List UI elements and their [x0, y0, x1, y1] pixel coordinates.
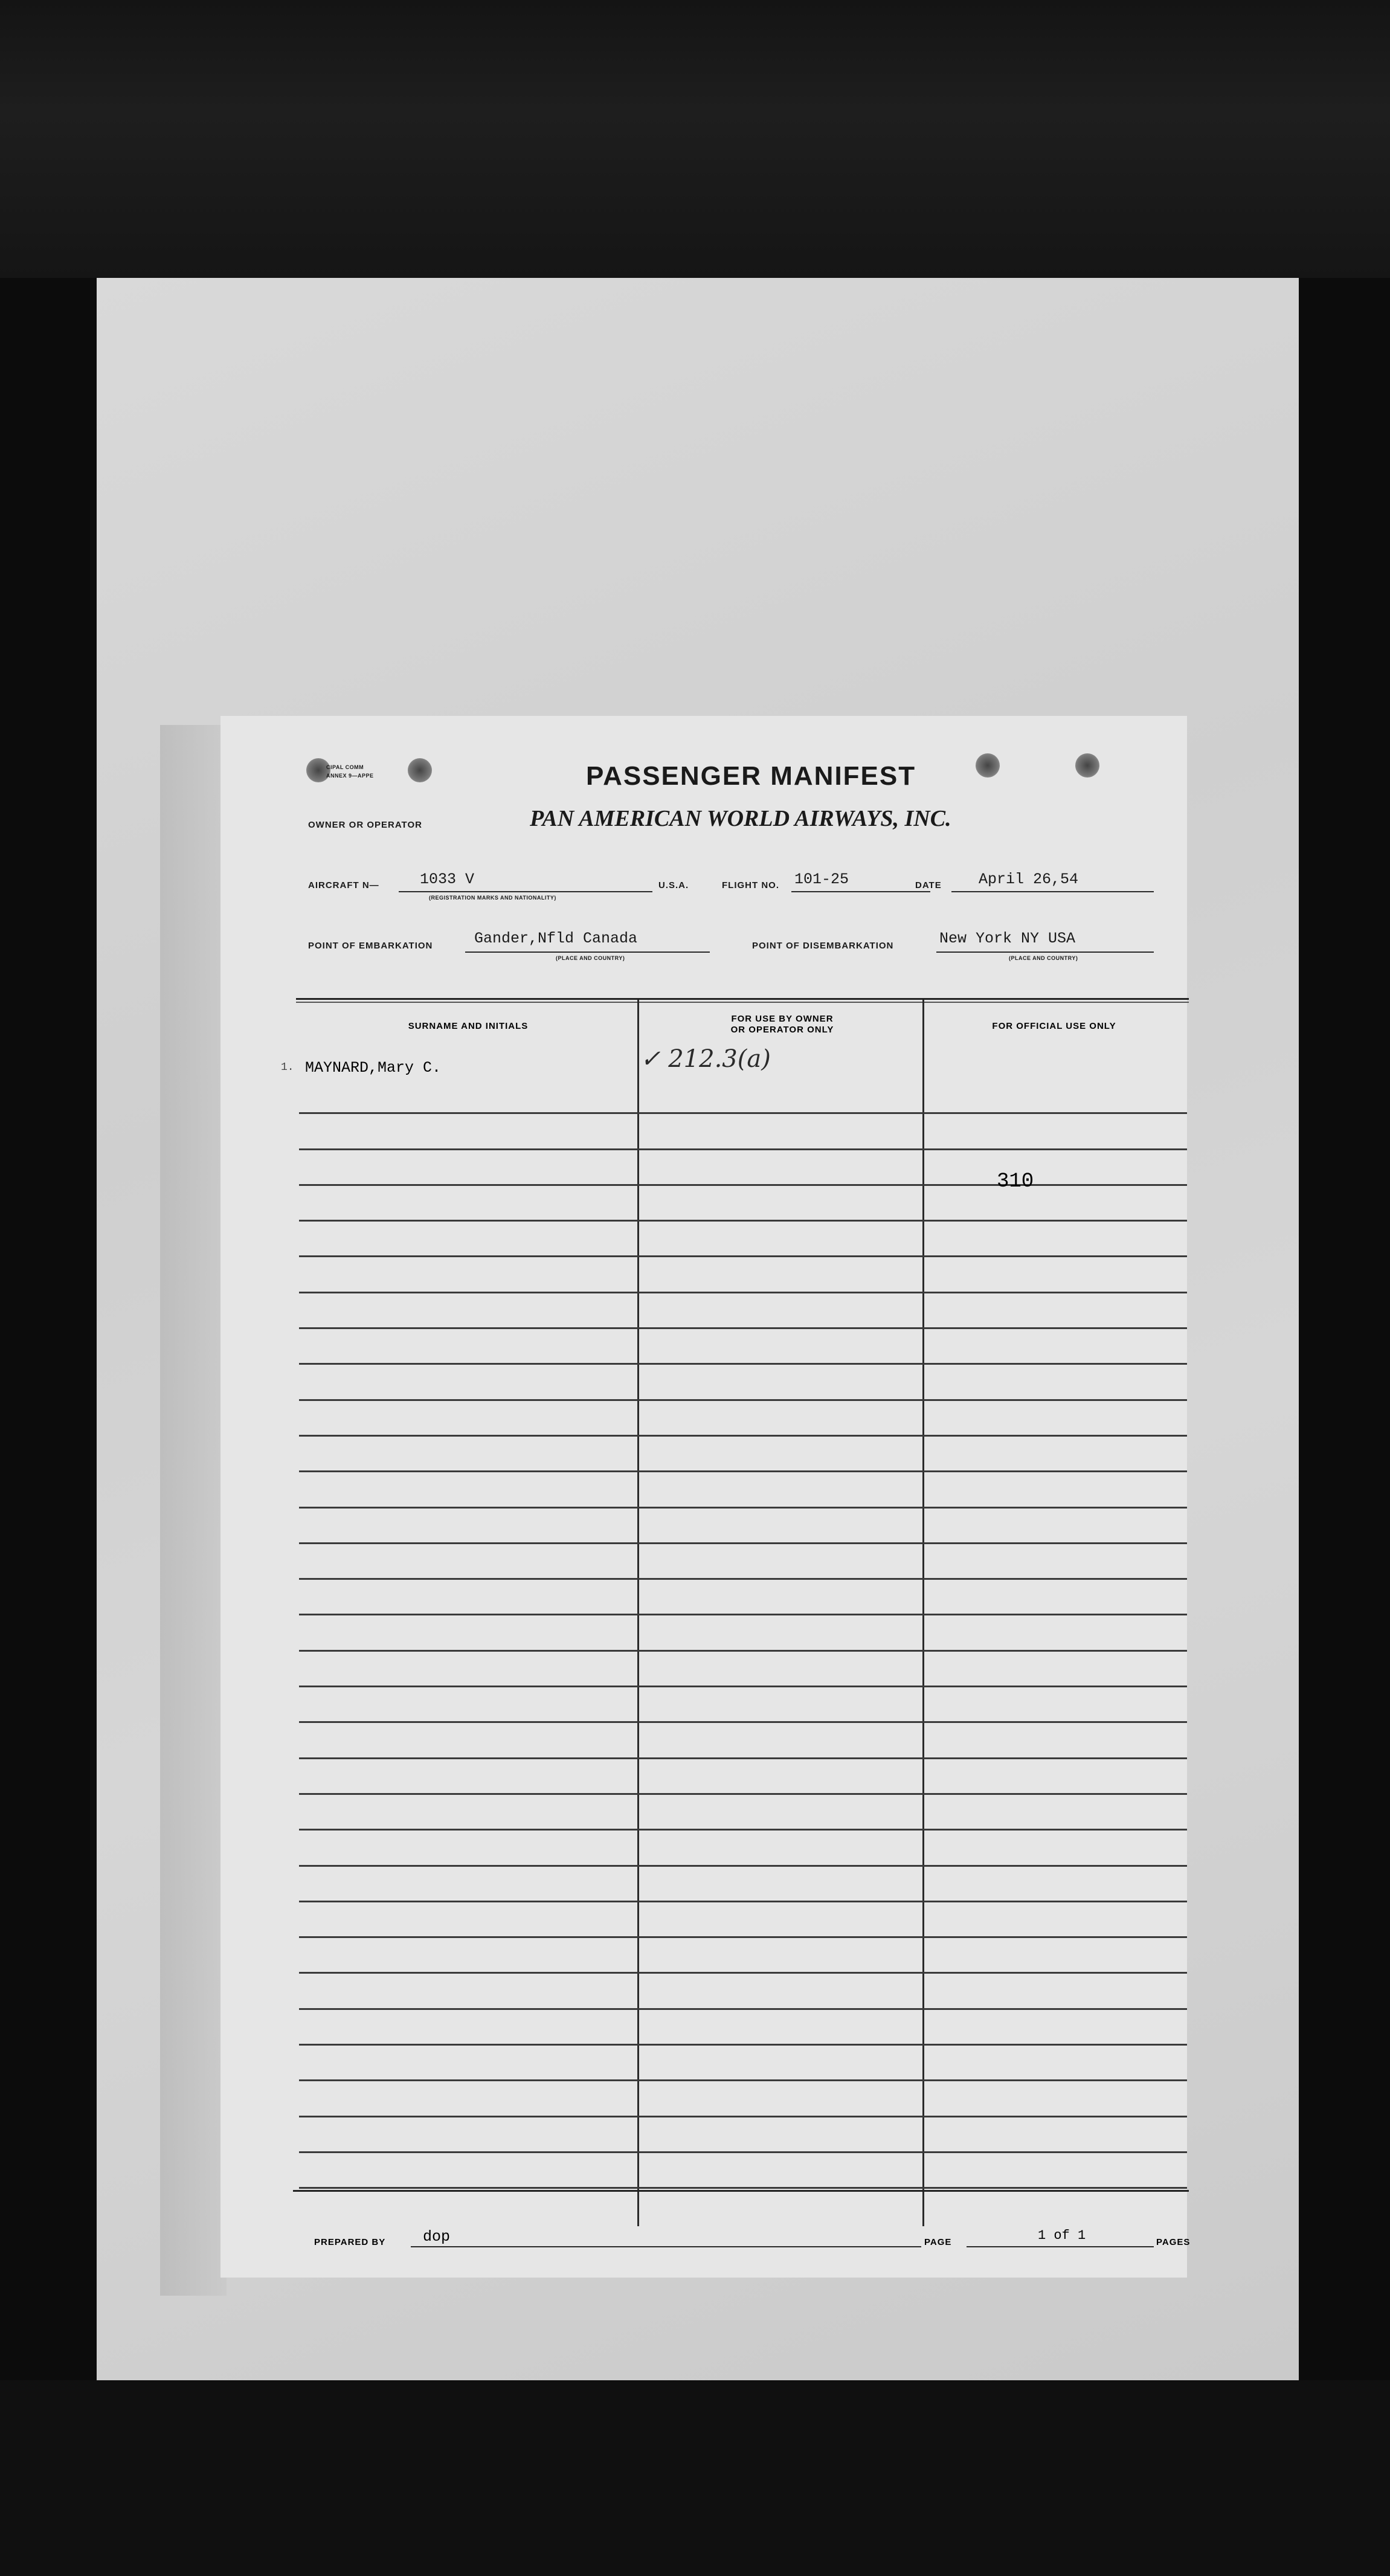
table-row	[299, 2117, 1187, 2153]
table-row	[299, 1974, 1187, 2009]
usa-label: U.S.A.	[658, 880, 689, 890]
table-top-border-inner	[296, 1002, 1189, 1003]
punch-hole-icon	[976, 753, 1000, 778]
operator-note: ✓ 212.3(a)	[640, 1045, 771, 1073]
table-row	[299, 1150, 1187, 1186]
form-title: PASSENGER MANIFEST	[586, 761, 916, 791]
col-header-official: FOR OFFICIAL USE ONLY	[992, 1021, 1116, 1031]
table-row	[299, 1114, 1187, 1150]
table-bottom-border	[293, 2190, 1189, 2192]
table-row	[299, 2153, 1187, 2189]
table-row	[299, 1472, 1187, 1508]
stamp-text-line2: ANNEX 9—APPE	[326, 773, 374, 779]
table-row	[299, 1222, 1187, 1257]
col-header-operator-line2: OR OPERATOR ONLY	[730, 1025, 834, 1035]
aircraft-value: 1033 V	[420, 871, 475, 888]
table-row	[299, 1365, 1187, 1400]
page-value: 1 of 1	[1038, 2228, 1086, 2243]
table-row	[299, 1580, 1187, 1615]
owner-label: OWNER OR OPERATOR	[308, 820, 422, 830]
table-row	[299, 2010, 1187, 2046]
page-underline	[967, 2246, 1154, 2247]
table-row	[299, 1437, 1187, 1472]
table-row	[299, 1293, 1187, 1329]
col-header-operator	[640, 1014, 924, 1035]
sheet-shadow	[160, 725, 227, 2296]
col-header-surname: SURNAME AND INITIALS	[408, 1021, 529, 1031]
embark-sublabel: (PLACE AND COUNTRY)	[556, 955, 625, 961]
date-underline	[951, 891, 1154, 892]
table-row	[299, 1902, 1187, 1938]
disembark-underline	[936, 952, 1154, 953]
microfilm-border-bottom	[0, 2380, 1390, 2576]
flight-underline	[791, 891, 930, 892]
manifest-rows	[299, 1078, 1187, 2189]
table-row	[299, 1186, 1187, 1222]
table-row	[299, 1257, 1187, 1293]
prepared-underline	[411, 2246, 921, 2247]
table-row	[299, 2046, 1187, 2081]
table-row	[299, 1687, 1187, 1723]
flight-label: FLIGHT NO.	[722, 880, 779, 890]
passenger-name: MAYNARD,Mary C.	[305, 1059, 442, 1077]
prepared-value: dop	[423, 2228, 451, 2246]
punch-hole-icon	[1075, 753, 1099, 778]
disembark-value: New York NY USA	[939, 930, 1076, 947]
stamp-text-line1: CIPAL COMM	[326, 764, 364, 770]
microfilm-border-top	[0, 0, 1390, 278]
embark-value: Gander,Nfld Canada	[474, 930, 638, 947]
table-row	[299, 1509, 1187, 1544]
airline-name: PAN AMERICAN WORLD AIRWAYS, INC.	[530, 806, 951, 831]
table-row	[299, 1544, 1187, 1580]
table-row	[299, 1938, 1187, 1974]
disembark-sublabel: (PLACE AND COUNTRY)	[1009, 955, 1078, 961]
table-top-border	[296, 998, 1189, 1000]
aircraft-underline	[399, 891, 652, 892]
date-label: DATE	[915, 880, 942, 890]
table-row	[299, 2081, 1187, 2117]
date-value: April 26,54	[979, 871, 1079, 888]
table-row	[299, 1759, 1187, 1795]
table-row	[299, 1615, 1187, 1651]
punch-hole-icon	[408, 758, 432, 782]
embark-underline	[465, 952, 710, 953]
flight-value: 101-25	[794, 871, 849, 888]
table-row	[299, 1329, 1187, 1365]
page-label: PAGE	[924, 2237, 952, 2247]
disembark-label: POINT OF DISEMBARKATION	[752, 941, 894, 951]
table-row	[299, 1795, 1187, 1831]
table-row	[299, 1867, 1187, 1902]
table-row	[299, 1652, 1187, 1687]
row-number: 1.	[281, 1061, 294, 1074]
table-row	[299, 1401, 1187, 1437]
prepared-label: PREPARED BY	[314, 2237, 386, 2247]
punch-hole-icon	[306, 758, 330, 782]
official-mark: 310	[997, 1170, 1034, 1193]
aircraft-label: AIRCRAFT N—	[308, 880, 379, 890]
table-row	[299, 1723, 1187, 1759]
col-header-operator-line1: FOR USE BY OWNER	[731, 1014, 834, 1024]
embark-label: POINT OF EMBARKATION	[308, 941, 433, 951]
aircraft-sublabel: (REGISTRATION MARKS AND NATIONALITY)	[429, 895, 556, 901]
table-row	[299, 1078, 1187, 1114]
table-row	[299, 1831, 1187, 1866]
pages-label: PAGES	[1156, 2237, 1191, 2247]
